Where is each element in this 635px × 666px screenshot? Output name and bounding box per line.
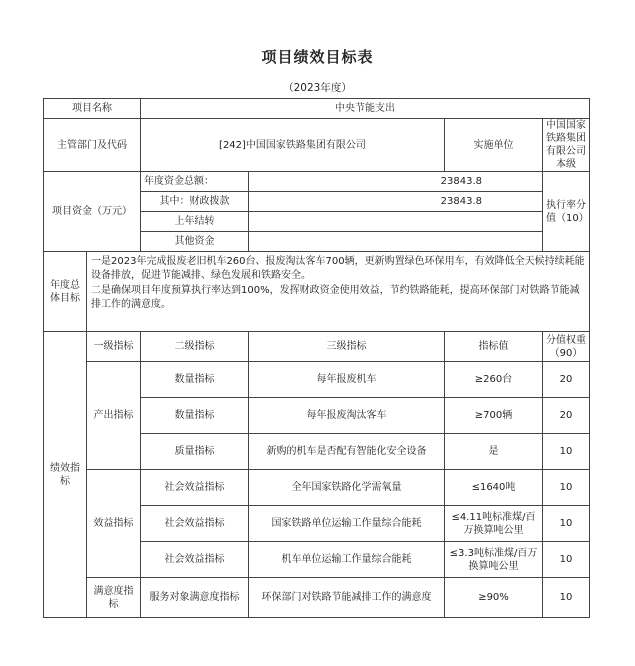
indicator-header-row: [44, 332, 590, 362]
row-weight: 10: [543, 470, 590, 506]
group-benefit-label: 效益指标: [87, 470, 141, 578]
funds-carryover-value: [249, 212, 543, 232]
funds-other-label: 其他资金: [141, 232, 249, 252]
row-l3: 每年报废机车: [249, 362, 445, 398]
table-row: [44, 470, 590, 506]
row-weight: 10: [543, 578, 590, 618]
header-weight: 分值权重（90）: [543, 332, 590, 362]
row-weight: 20: [543, 362, 590, 398]
row-value: ≤4.11吨标准煤/百万换算吨公里: [445, 506, 543, 542]
row-l3: 环保部门对铁路节能减排工作的满意度: [249, 578, 445, 618]
goal-item-1: 一是2023年完成报废老旧机车260台、报废淘汰客车700辆，更新购置绿色环保用车，有效降低全天候持续耗能设备排放，促进节能减排、绿色发展和铁路安全。: [91, 256, 585, 281]
row-l2: 数量指标: [141, 362, 249, 398]
funds-fiscal-value: 23843.8: [249, 192, 543, 212]
page-title: 项目绩效目标表: [261, 48, 374, 66]
header-level1: 一级指标: [87, 332, 141, 362]
funds-row: [44, 172, 590, 192]
row-weight: 20: [543, 398, 590, 434]
row-value: ≥700辆: [445, 398, 543, 434]
group-output-label: 产出指标: [87, 362, 141, 470]
project-name-row: [44, 99, 590, 119]
dept-row: [44, 119, 590, 172]
row-value: ≤3.3吨标准煤/百万换算吨公里: [445, 542, 543, 578]
header-level3: 三级指标: [249, 332, 445, 362]
row-l3: 国家铁路单位运输工作量综合能耗: [249, 506, 445, 542]
row-weight: 10: [543, 434, 590, 470]
page-subtitle: （2023年度）: [283, 82, 352, 94]
row-l2: 社会效益指标: [141, 506, 249, 542]
row-l3: 新购的机车是否配有智能化安全设备: [249, 434, 445, 470]
performance-table: [43, 98, 590, 618]
impl-value: 中国国家铁路集团有限公司本级: [543, 119, 590, 172]
row-l2: 质量指标: [141, 434, 249, 470]
row-l3: 全年国家铁路化学需氧量: [249, 470, 445, 506]
header-value: 指标值: [445, 332, 543, 362]
goal-item-2: 二是确保项目年度预算执行率达到100%，发挥财政资金使用效益，节约铁路能耗，提高环保部门对铁路节能减排工作的满意度。: [91, 285, 580, 310]
row-l2: 服务对象满意度指标: [141, 578, 249, 618]
funds-other-value: [249, 232, 543, 252]
row-l2: 数量指标: [141, 398, 249, 434]
row-weight: 10: [543, 542, 590, 578]
exec-rate-label: 执行率分值（10）: [543, 172, 590, 252]
goal-row: [44, 252, 590, 332]
table-row: [44, 578, 590, 618]
row-l2: 社会效益指标: [141, 470, 249, 506]
header-level2: 二级指标: [141, 332, 249, 362]
project-name-value: 中央节能支出: [141, 99, 590, 119]
goal-text: [87, 252, 590, 332]
table-row: [44, 362, 590, 398]
row-l3: 机车单位运输工作量综合能耗: [249, 542, 445, 578]
funds-carryover-label: 上年结转: [141, 212, 249, 232]
group-satisfaction-label: 满意度指标: [87, 578, 141, 618]
dept-value: [242]中国国家铁路集团有限公司: [141, 119, 445, 172]
funds-total-value: 23843.8: [249, 172, 543, 192]
row-value: ≤1640吨: [445, 470, 543, 506]
impl-label: 实施单位: [445, 119, 543, 172]
dept-label: 主管部门及代码: [44, 119, 141, 172]
row-weight: 10: [543, 506, 590, 542]
funds-total-label: 年度资金总额：: [141, 172, 249, 192]
goal-label: 年度总体目标: [44, 252, 87, 332]
funds-label: 项目资金（万元）: [44, 172, 141, 252]
row-l2: 社会效益指标: [141, 542, 249, 578]
row-value: ≥260台: [445, 362, 543, 398]
row-value: ≥90%: [445, 578, 543, 618]
funds-fiscal-label: 其中：财政拨款: [141, 192, 249, 212]
project-name-label: 项目名称: [44, 99, 141, 119]
indicators-label: 绩效指标: [44, 332, 87, 618]
row-value: 是: [445, 434, 543, 470]
row-l3: 每年报废淘汰客车: [249, 398, 445, 434]
